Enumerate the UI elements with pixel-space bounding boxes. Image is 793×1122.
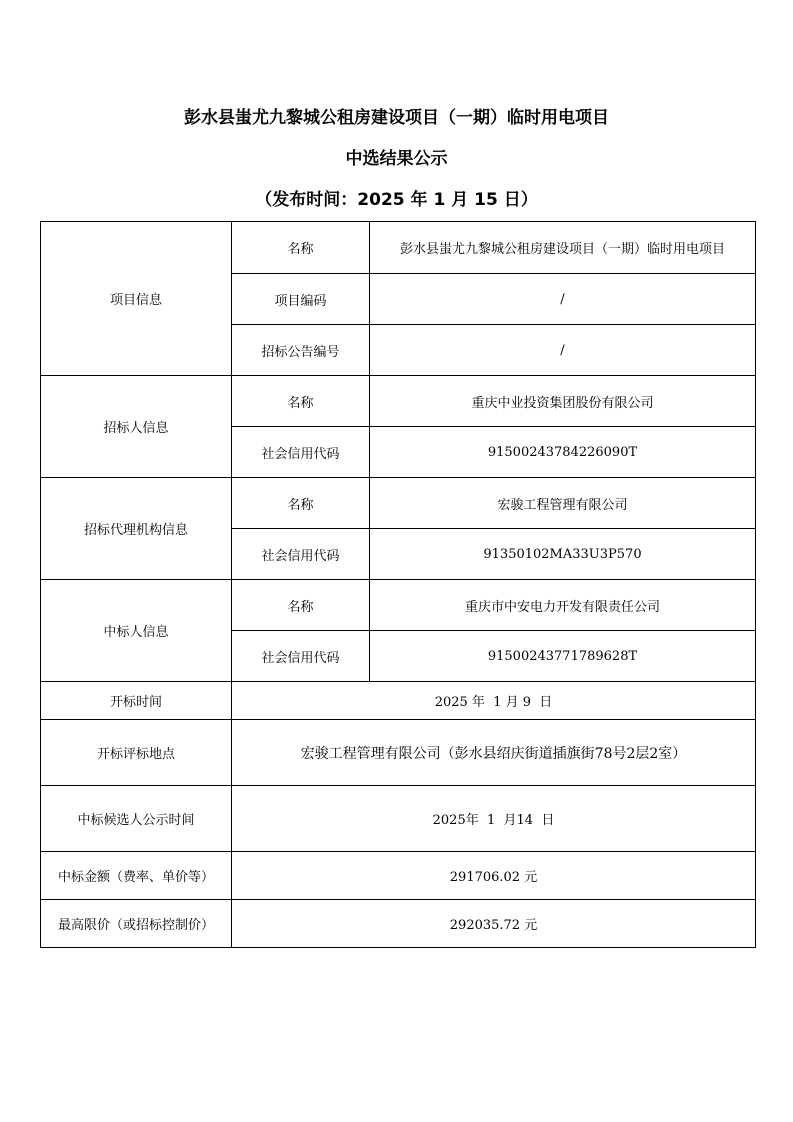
field-label: 社会信用代码 <box>232 529 370 580</box>
agency-credit-value: 91350102MA33U3P570 <box>370 529 756 580</box>
table-row <box>41 580 756 631</box>
publish-date: （发布时间：2025 年 1 月 15 日） <box>255 190 538 210</box>
section-label-tenderer: 招标人信息 <box>41 376 232 478</box>
tenderer-name-value: 重庆中业投资集团股份有限公司 <box>370 376 756 427</box>
table-row <box>41 900 756 948</box>
table-row <box>41 852 756 900</box>
field-label: 社会信用代码 <box>232 631 370 682</box>
amount-value: 291706.02 元 <box>232 852 756 900</box>
project-code-value: / <box>370 274 756 325</box>
table-row <box>41 720 756 786</box>
max-price-label: 最高限价（或招标控制价） <box>41 900 232 948</box>
field-label: 名称 <box>232 580 370 631</box>
publicity-time-value: 2025年 1 月14 日 <box>232 786 756 852</box>
document-title: 彭水县蚩尤九黎城公租房建设项目（一期）临时用电项目 <box>184 108 609 128</box>
publicity-time-label: 中标候选人公示时间 <box>41 786 232 852</box>
field-label: 名称 <box>232 376 370 427</box>
table-row <box>41 786 756 852</box>
winner-name-value: 重庆市中安电力开发有限责任公司 <box>370 580 756 631</box>
field-label: 名称 <box>232 478 370 529</box>
section-label-winner: 中标人信息 <box>41 580 232 682</box>
result-table <box>40 221 756 948</box>
agency-name-value: 宏骏工程管理有限公司 <box>370 478 756 529</box>
field-label: 招标公告编号 <box>232 325 370 376</box>
opening-time-value: 2025 年 1 月 9 日 <box>232 682 756 720</box>
tenderer-credit-value: 91500243784226090T <box>370 427 756 478</box>
field-label: 名称 <box>232 222 370 274</box>
max-price-value: 292035.72 元 <box>232 900 756 948</box>
table-row <box>41 376 756 427</box>
field-label: 社会信用代码 <box>232 427 370 478</box>
table-row <box>41 222 756 274</box>
section-label-agency: 招标代理机构信息 <box>41 478 232 580</box>
document-subtitle: 中选结果公示 <box>345 149 448 169</box>
notice-number-value: / <box>370 325 756 376</box>
amount-label: 中标金额（费率、单价等） <box>41 852 232 900</box>
table-row <box>41 478 756 529</box>
project-name-value: 彭水县蚩尤九黎城公租房建设项目（一期）临时用电项目 <box>370 222 756 274</box>
winner-credit-value: 91500243771789628T <box>370 631 756 682</box>
field-label: 项目编码 <box>232 274 370 325</box>
location-label: 开标评标地点 <box>41 720 232 786</box>
opening-time-label: 开标时间 <box>41 682 232 720</box>
table-row <box>41 682 756 720</box>
location-value: 宏骏工程管理有限公司（彭水县绍庆街道插旗街78号2层2室） <box>232 720 756 786</box>
section-label-project: 项目信息 <box>41 222 232 376</box>
